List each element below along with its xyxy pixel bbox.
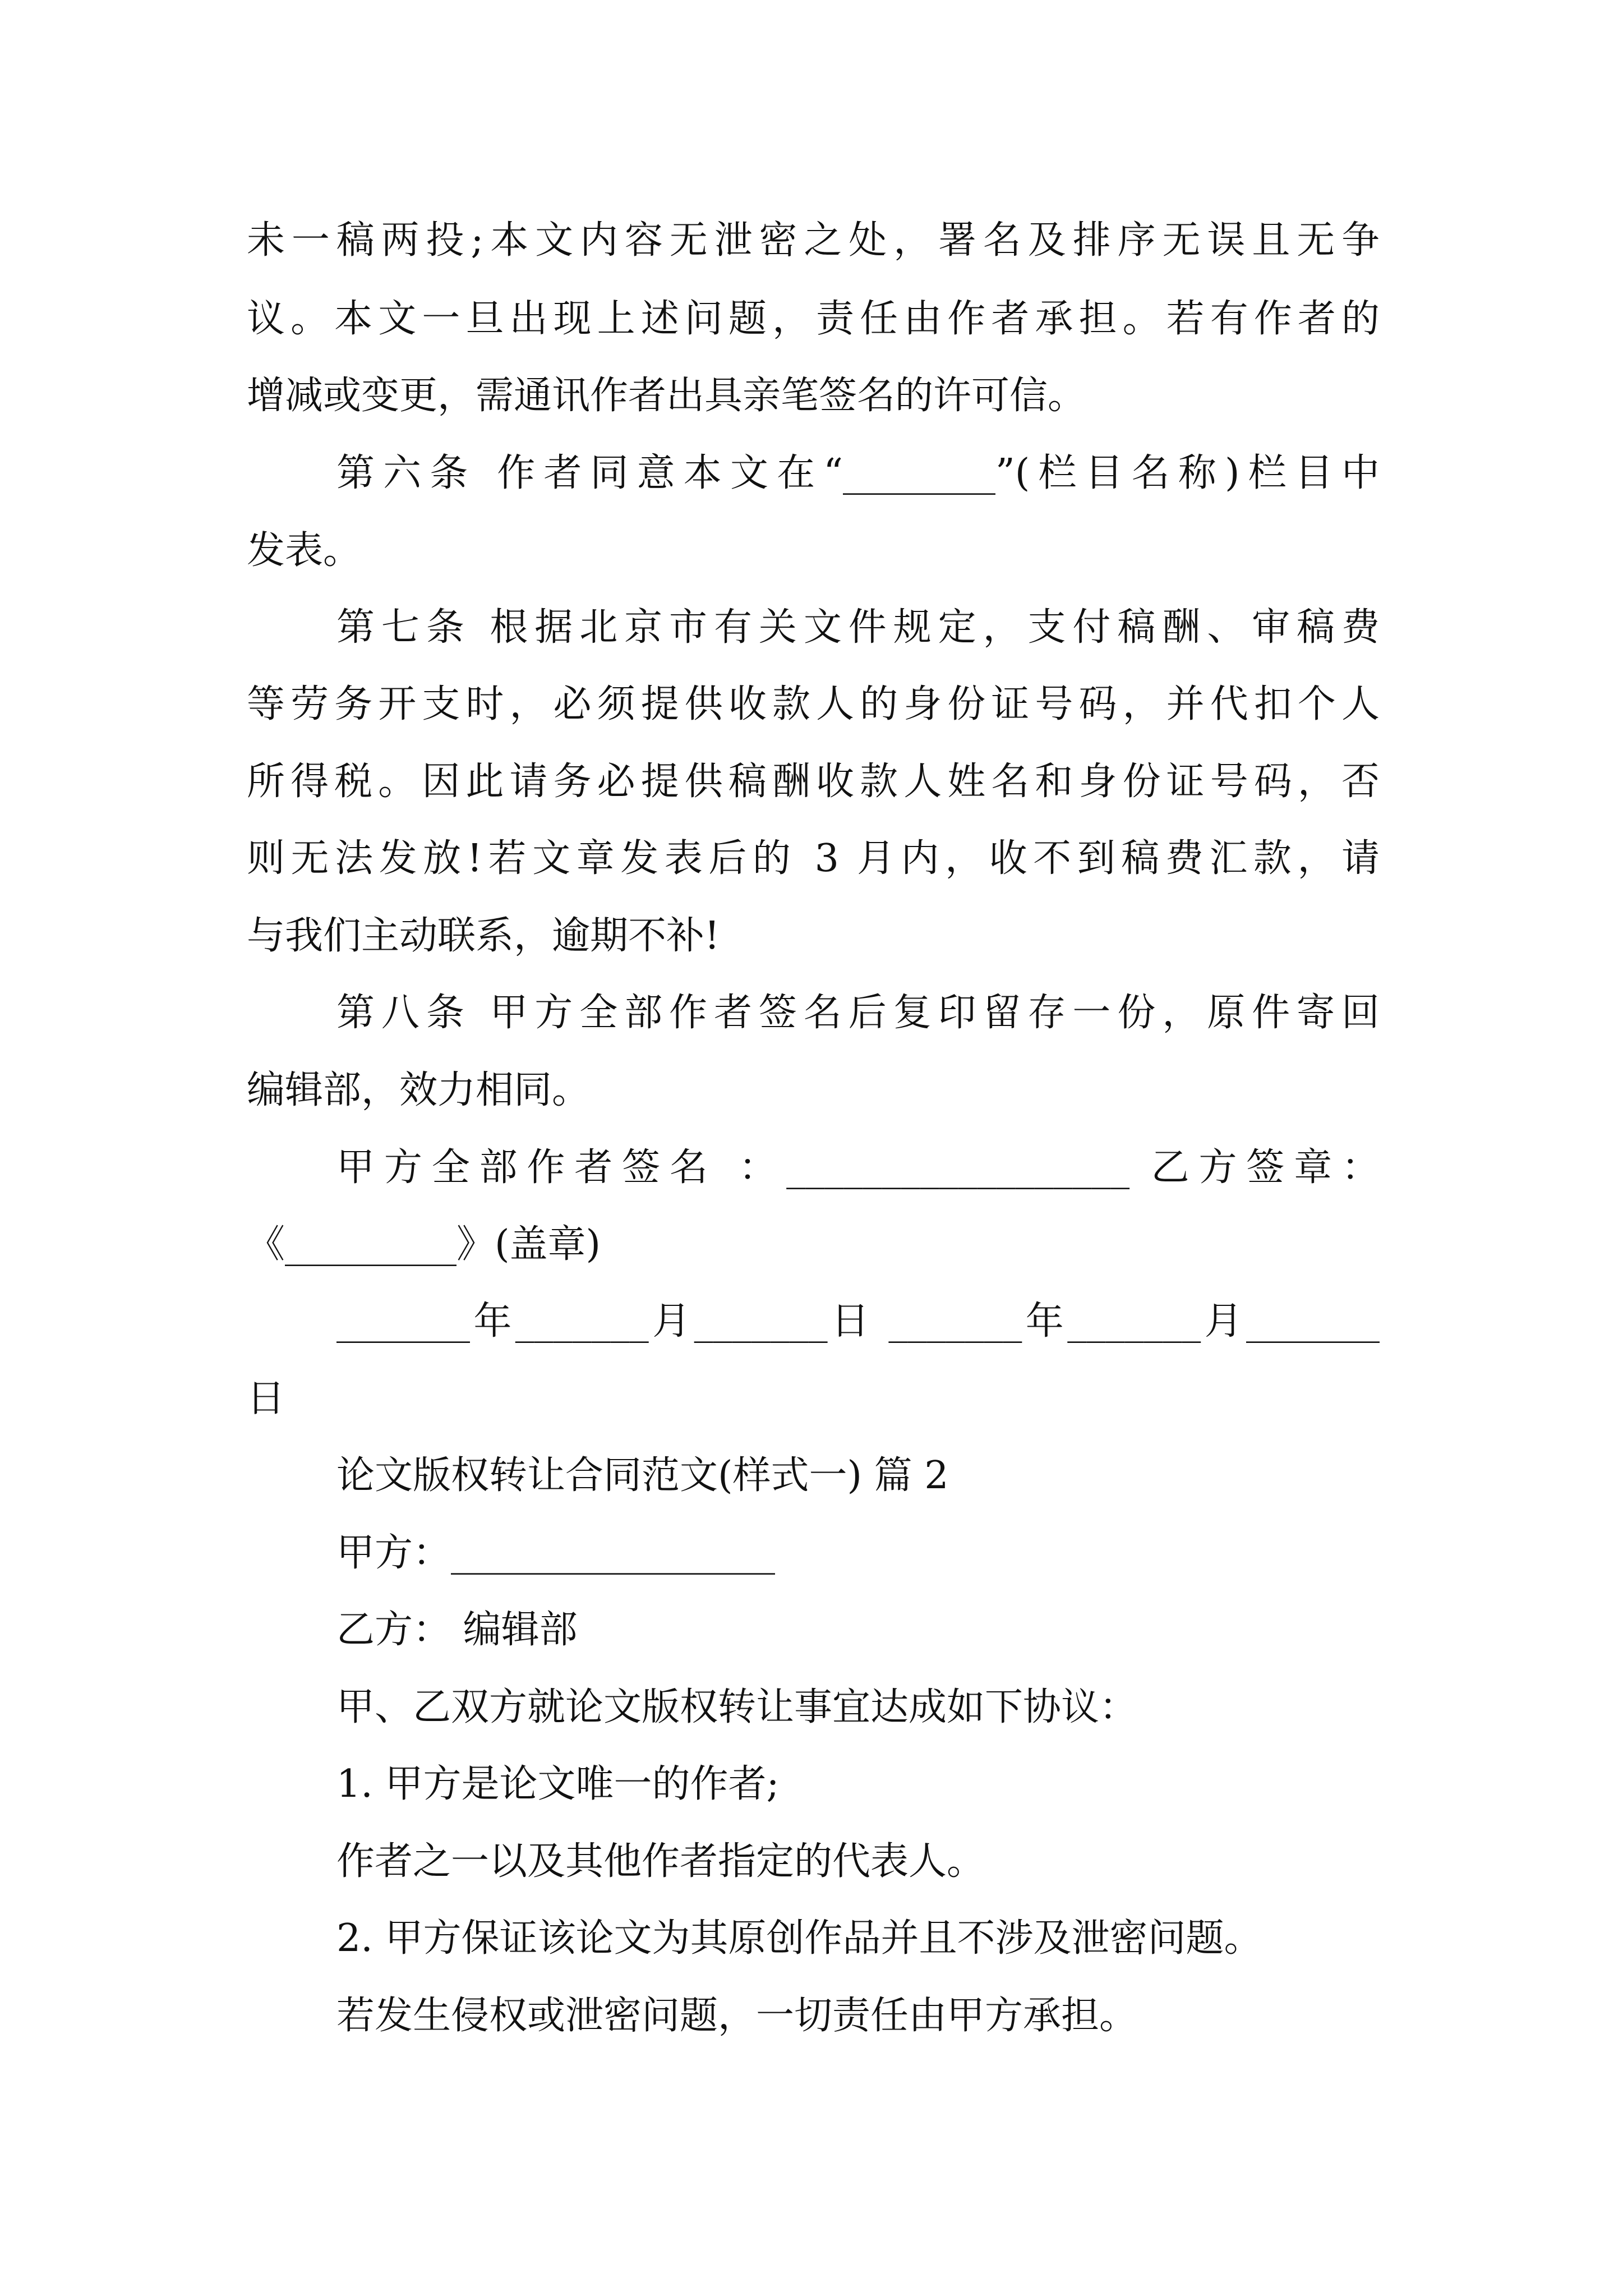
party-a-line: 甲方：_________________ (336, 1531, 776, 1575)
paragraph-line: 则无法发放!若文章发表后的 3 月内，收不到稿费汇款，请 (247, 836, 1380, 881)
clause-2: 2. 甲方保证该论文为其原创作品并且不涉及泄密问题。 (336, 1916, 1262, 1961)
article-eight: 第八条 甲方全部作者签名后复印留存一份，原件寄回 (336, 991, 1380, 1035)
date-line-end: 日 (247, 1377, 285, 1421)
paragraph-line: 与我们主动联系，逾期不补! (247, 914, 720, 958)
seal-line: 《_________》(盖章) (247, 1222, 601, 1267)
agreement-intro: 甲、乙双方就论文版权转让事宜达成如下协议： (336, 1685, 1138, 1729)
paragraph-line: 发表。 (247, 528, 362, 573)
section-heading: 论文版权转让合同范文(样式一) 篇 2 (336, 1453, 949, 1498)
article-six: 第六条 作者同意本文在“________”(栏目名称)栏目中 (336, 451, 1380, 495)
date-line: _______年_______月_______日 _______年_______月_______ (336, 1299, 1380, 1343)
paragraph-line: 所得税。因此请务必提供稿酬收款人姓名和身份证号码，否 (247, 760, 1380, 804)
paragraph-line: 等劳务开支时，必须提供收款人的身份证号码，并代扣个人 (247, 682, 1380, 726)
paragraph-line: 增减或变更，需通讯作者出具亲笔签名的许可信。 (247, 374, 1086, 418)
signature-line: 甲方全部作者签名 ：__________________ 乙方签章： (336, 1145, 1380, 1190)
clause-1: 1. 甲方是论文唯一的作者; (336, 1762, 780, 1806)
paragraph-line: 议。本文一旦出现上述问题，责任由作者承担。若有作者的 (247, 297, 1380, 341)
party-b-line: 乙方： 编辑部 (336, 1608, 578, 1652)
article-seven: 第七条 根据北京市有关文件规定，支付稿酬、审稿费 (336, 605, 1380, 650)
clause-2-note: 若发生侵权或泄密问题，一切责任由甲方承担。 (336, 1994, 1138, 2038)
paragraph-line: 编辑部，效力相同。 (247, 1068, 591, 1112)
clause-1-note: 作者之一以及其他作者指定的代表人。 (336, 1839, 985, 1884)
paragraph-line: 未一稿两投;本文内容无泄密之处，署名及排序无误且无争 (247, 218, 1380, 263)
